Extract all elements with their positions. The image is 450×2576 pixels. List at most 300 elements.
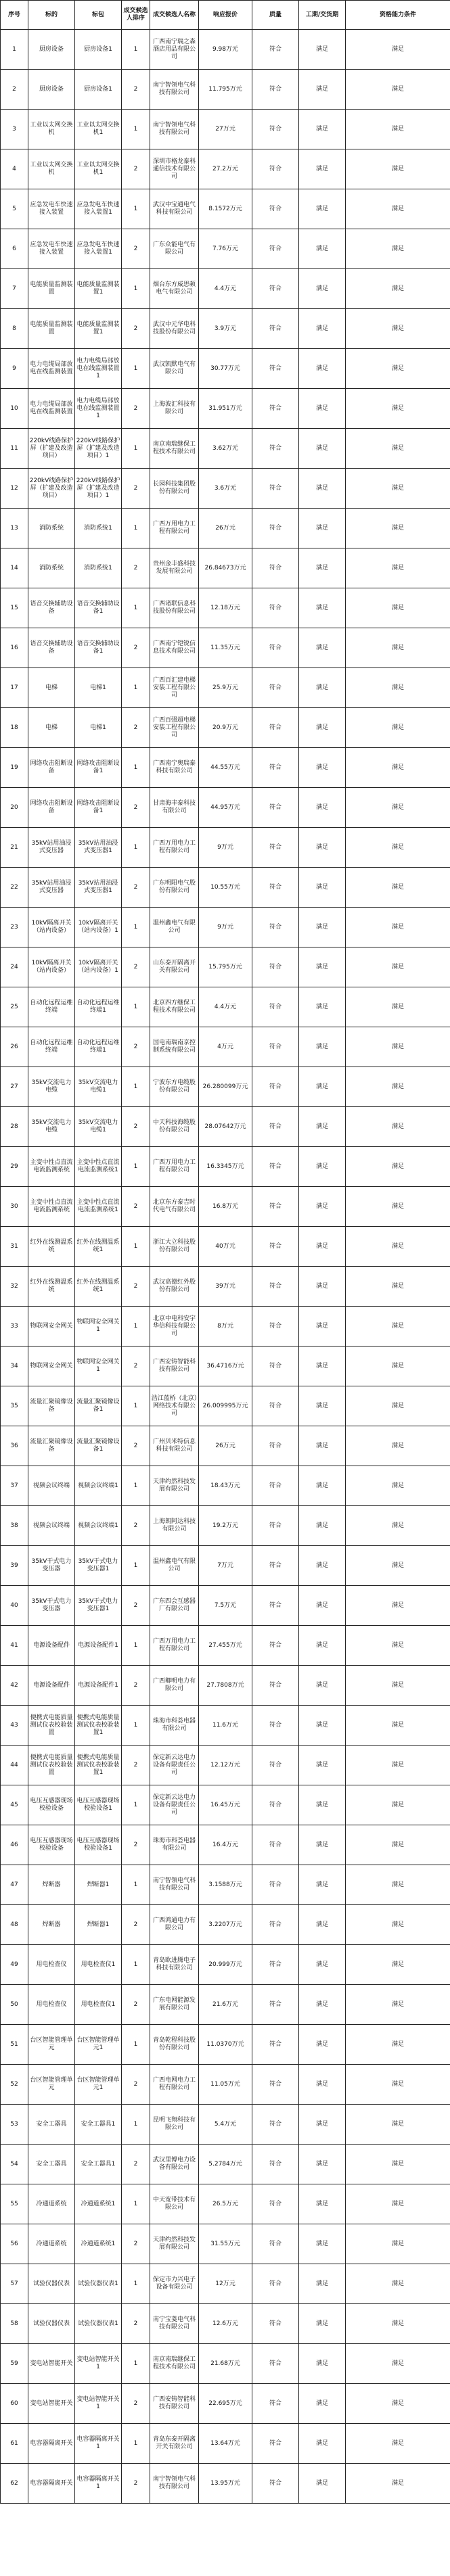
table-cell: 满足 (346, 509, 450, 548)
table-cell: 220kV线路保护屏（扩建及改造项目） (28, 469, 75, 509)
table-cell: 1 (122, 1626, 150, 1666)
table-cell: 27 (1, 1067, 28, 1107)
table-row (1, 1945, 450, 1985)
table-cell: 满足 (299, 1227, 346, 1267)
table-cell: 符合 (252, 548, 299, 588)
table-cell: 浙江大立科技股份有限公司 (150, 1227, 199, 1267)
table-cell: 39 (1, 1546, 28, 1586)
table-row (1, 1466, 450, 1506)
table-cell: 南宁智领电气科技有限公司 (150, 110, 199, 149)
table-cell: 满足 (346, 1307, 450, 1346)
table-cell: 符合 (252, 1067, 299, 1107)
table-cell: 满足 (299, 1626, 346, 1666)
table-cell: 符合 (252, 1945, 299, 1985)
table-cell: 昆明飞翔科技有限公司 (150, 2105, 199, 2145)
table-cell: 满足 (346, 30, 450, 70)
table-cell: 3.9万元 (199, 309, 252, 349)
table-cell: 满足 (346, 349, 450, 389)
table-cell: 45 (1, 1785, 28, 1825)
table-cell: 满足 (299, 309, 346, 349)
table-cell: 符合 (252, 1546, 299, 1586)
table-cell: 视频会议终端 (28, 1506, 75, 1546)
table-cell: 1 (122, 1945, 150, 1985)
table-cell: 满足 (346, 548, 450, 588)
table-cell: 35kV交流电力电缆1 (75, 1067, 122, 1107)
table-cell: 符合 (252, 2224, 299, 2264)
table-cell: 10kV隔离开关（站内设备） (28, 908, 75, 947)
table-cell: 61 (1, 2424, 28, 2464)
table-cell: 焊断器1 (75, 1905, 122, 1945)
table-cell: 58 (1, 2304, 28, 2344)
table-row (1, 269, 450, 309)
table-cell: 试验仪器仪表1 (75, 2264, 122, 2304)
table-cell: 电容器隔离开关1 (75, 2424, 122, 2464)
table-cell: 50 (1, 1985, 28, 2025)
table-cell: 安全工器具1 (75, 2105, 122, 2145)
table-cell: 满足 (346, 1905, 450, 1945)
table-cell: 220kV线路保护屏（扩建及改造项目）1 (75, 469, 122, 509)
table-cell: 35kV交流电力电缆1 (75, 1107, 122, 1147)
table-cell: 满足 (346, 588, 450, 628)
table-cell: 满足 (299, 828, 346, 868)
table-cell: 2 (122, 469, 150, 509)
table-cell: 53 (1, 2105, 28, 2145)
table-cell: 满足 (346, 1386, 450, 1426)
table-cell: 满足 (346, 1107, 450, 1147)
table-cell: 红外在线测温系统1 (75, 1267, 122, 1307)
table-cell: 14 (1, 548, 28, 588)
table-body (1, 30, 450, 2504)
table-cell: 焊断器 (28, 1905, 75, 1945)
table-cell: 符合 (252, 2304, 299, 2344)
table-cell: 49 (1, 1945, 28, 1985)
table-cell: 安全工器具1 (75, 2145, 122, 2184)
table-cell: 满足 (299, 469, 346, 509)
table-cell: 满足 (299, 788, 346, 828)
table-cell: 满足 (346, 429, 450, 469)
table-cell: 13.64万元 (199, 2424, 252, 2464)
table-cell: 广西百汇建电梯安装工程有限公司 (150, 668, 199, 708)
table-cell: 满足 (299, 668, 346, 708)
table-cell: 满足 (299, 2025, 346, 2065)
table-cell: 主变中性点直流电流监测系统1 (75, 1147, 122, 1187)
table-row (1, 828, 450, 868)
table-row (1, 2224, 450, 2264)
table-cell: 1 (122, 349, 150, 389)
table-cell: 1 (122, 189, 150, 229)
table-cell: 1 (122, 269, 150, 309)
table-row (1, 2184, 450, 2224)
table-cell: 1 (122, 2025, 150, 2065)
table-cell: 便携式电能质量测试仪表校验装置 (28, 1746, 75, 1785)
table-cell: 2 (122, 1746, 150, 1785)
table-cell: 11.35万元 (199, 628, 252, 668)
table-cell: 焊断器1 (75, 1865, 122, 1905)
table-cell: 满足 (346, 2224, 450, 2264)
table-cell: 5 (1, 189, 28, 229)
table-row (1, 349, 450, 389)
table-cell: 电容器隔离开关 (28, 2424, 75, 2464)
table-cell: 安全工器具 (28, 2145, 75, 2184)
table-cell: 8万元 (199, 1307, 252, 1346)
table-cell: 符合 (252, 748, 299, 788)
table-cell: 28.07642万元 (199, 1107, 252, 1147)
table-cell: 珠海市科荟电器有限公司 (150, 1706, 199, 1746)
table-cell: 网络攻击阻断设备1 (75, 788, 122, 828)
table-row (1, 2384, 450, 2424)
table-cell: 满足 (299, 1985, 346, 2025)
table-cell: 符合 (252, 628, 299, 668)
table-cell: 符合 (252, 110, 299, 149)
table-cell: 符合 (252, 269, 299, 309)
table-cell: 温州鑫电气有限公司 (150, 1546, 199, 1586)
table-cell: 青岛欧进腾电子科技有限公司 (150, 1945, 199, 1985)
table-cell: 满足 (346, 708, 450, 748)
table-cell: 符合 (252, 908, 299, 947)
table-cell: 1 (122, 2105, 150, 2145)
table-cell: 8.1572万元 (199, 189, 252, 229)
table-cell: 符合 (252, 509, 299, 548)
table-cell: 保定新云达电力设备有限责任公司 (150, 1785, 199, 1825)
table-cell: 20 (1, 788, 28, 828)
table-cell: 满足 (299, 1825, 346, 1865)
table-cell: 满足 (346, 269, 450, 309)
table-cell: 1 (122, 1546, 150, 1586)
table-cell: 符合 (252, 708, 299, 748)
table-row (1, 70, 450, 110)
table-cell: 2 (122, 1346, 150, 1386)
table-cell: 符合 (252, 1426, 299, 1466)
table-cell: 满足 (346, 2304, 450, 2344)
table-cell: 满足 (299, 1945, 346, 1985)
table-cell: 武汉高德红外股份有限公司 (150, 1267, 199, 1307)
table-cell: 满足 (299, 1067, 346, 1107)
table-cell: 21.68万元 (199, 2344, 252, 2384)
table-cell: 武汉凯默电气有限公司 (150, 349, 199, 389)
table-cell: 符合 (252, 2065, 299, 2105)
table-cell: 38 (1, 1506, 28, 1546)
table-cell: 语音交换辅助设备 (28, 628, 75, 668)
table-cell: 电源设备配件 (28, 1626, 75, 1666)
table-cell: 符合 (252, 1865, 299, 1905)
table-cell: 主变中性点直流电流监测系统1 (75, 1187, 122, 1227)
table-cell: 电压互感器现场校验设备 (28, 1785, 75, 1825)
table-cell: 保定新云达电力设备有限责任公司 (150, 1746, 199, 1785)
table-cell: 12万元 (199, 2264, 252, 2304)
table-cell: 电梯1 (75, 668, 122, 708)
table-cell: 流量汇聚镜像设备1 (75, 1386, 122, 1426)
table-cell: 南宁宝菱电气科技有限公司 (150, 2304, 199, 2344)
table-row (1, 149, 450, 189)
table-cell: 应急发电车快速接入装置1 (75, 189, 122, 229)
header-cell: 资格能力条件 (346, 1, 450, 30)
table-cell: 满足 (346, 628, 450, 668)
table-cell: 1 (122, 828, 150, 868)
table-cell: 流量汇聚镜像设备 (28, 1426, 75, 1466)
table-cell: 满足 (299, 1027, 346, 1067)
table-cell: 16.45万元 (199, 1785, 252, 1825)
table-cell: 2 (122, 2464, 150, 2504)
table-cell: 35kV站用油浸式变压器 (28, 868, 75, 908)
table-cell: 1 (122, 748, 150, 788)
table-cell: 3.2207万元 (199, 1905, 252, 1945)
table-cell: 符合 (252, 1586, 299, 1626)
table-cell: 2 (122, 1267, 150, 1307)
table-cell: 电能质量监测装置 (28, 309, 75, 349)
table-cell: 天津约然科技发展有限公司 (150, 1466, 199, 1506)
table-cell: 符合 (252, 788, 299, 828)
table-cell: 满足 (299, 708, 346, 748)
table-cell: 12.18万元 (199, 588, 252, 628)
table-cell: 1 (122, 30, 150, 70)
table-row (1, 908, 450, 947)
table-cell: 消防系统1 (75, 548, 122, 588)
table-cell: 12.12万元 (199, 1746, 252, 1785)
table-cell: 南宁智领电气科技有限公司 (150, 70, 199, 110)
table-cell: 55 (1, 2184, 28, 2224)
table-row (1, 708, 450, 748)
table-row (1, 189, 450, 229)
table-cell: 1 (122, 1785, 150, 1825)
header-cell: 质量 (252, 1, 299, 30)
table-cell: 满足 (346, 149, 450, 189)
table-row (1, 110, 450, 149)
table-cell: 物联网安全网关1 (75, 1307, 122, 1346)
table-cell: 符合 (252, 1985, 299, 2025)
table-cell: 17 (1, 668, 28, 708)
table-cell: 3.6万元 (199, 469, 252, 509)
table-cell: 满足 (346, 1706, 450, 1746)
table-cell: 13.95万元 (199, 2464, 252, 2504)
table-cell: 2 (122, 788, 150, 828)
table-cell: 满足 (299, 149, 346, 189)
table-cell: 台区智能管理单元1 (75, 2065, 122, 2105)
table-cell: 满足 (346, 70, 450, 110)
table-cell: 16.3345万元 (199, 1147, 252, 1187)
table-cell: 语音交换辅助设备1 (75, 588, 122, 628)
table-cell: 武汉中元华电科技股份有限公司 (150, 309, 199, 349)
table-cell: 符合 (252, 2264, 299, 2304)
table-cell: 浩江蓝桥（北京）网络技术有限公司 (150, 1386, 199, 1426)
table-cell: 符合 (252, 2105, 299, 2145)
table-row (1, 2304, 450, 2344)
table-cell: 满足 (346, 1865, 450, 1905)
table-cell: 变电站智能开关1 (75, 2344, 122, 2384)
table-cell: 满足 (346, 1346, 450, 1386)
table-cell: 25 (1, 987, 28, 1027)
table-row (1, 1267, 450, 1307)
table-cell: 3.62万元 (199, 429, 252, 469)
table-cell: 2 (122, 309, 150, 349)
table-cell: 36.4716万元 (199, 1346, 252, 1386)
table-cell: 2 (122, 1825, 150, 1865)
table-cell: 电力电缆局部放电在线监测装置 (28, 349, 75, 389)
table-cell: 26 (1, 1027, 28, 1067)
table-cell: 满足 (346, 1626, 450, 1666)
table-cell: 用电检查仪 (28, 1945, 75, 1985)
table-cell: 视频会议终端1 (75, 1466, 122, 1506)
table-cell: 中天宽带技术有限公司 (150, 2184, 199, 2224)
table-cell: 符合 (252, 1027, 299, 1067)
table-cell: 电梯 (28, 708, 75, 748)
table-cell: 物联网安全网关 (28, 1307, 75, 1346)
table-cell: 符合 (252, 1147, 299, 1187)
table-cell: 2 (122, 2304, 150, 2344)
table-cell: 中天科技海缆股份有限公司 (150, 1107, 199, 1147)
table-cell: 满足 (299, 1307, 346, 1346)
table-cell: 1 (122, 1386, 150, 1426)
table-cell: 满足 (346, 828, 450, 868)
table-cell: 便携式电能质量测试仪表校验装置1 (75, 1706, 122, 1746)
table-row (1, 2344, 450, 2384)
table-cell: 3.1588万元 (199, 1865, 252, 1905)
table-cell: 便携式电能质量测试仪表校验装置1 (75, 1746, 122, 1785)
table-row (1, 429, 450, 469)
table-row (1, 1227, 450, 1267)
table-cell: 11.0370万元 (199, 2025, 252, 2065)
table-cell: 符合 (252, 947, 299, 987)
table-row (1, 389, 450, 429)
table-cell: 自动化远程运维终端 (28, 1027, 75, 1067)
table-row (1, 1307, 450, 1346)
table-cell: 符合 (252, 30, 299, 70)
table-cell: 广西万用电力工程有限公司 (150, 1626, 199, 1666)
table-cell: 台区智能管理单元 (28, 2065, 75, 2105)
table-cell: 满足 (346, 1666, 450, 1706)
table-cell: 满足 (299, 1346, 346, 1386)
table-cell: 满足 (299, 1466, 346, 1506)
table-cell: 试验仪器仪表1 (75, 2304, 122, 2344)
table-cell: 上海波汇科技有限公司 (150, 389, 199, 429)
table-cell: 贵州金丰盛科技发展有限公司 (150, 548, 199, 588)
table-cell: 青岛乾程科技股份有限公司 (150, 2025, 199, 2065)
table-cell: 广东众能电气有限公司 (150, 229, 199, 269)
table-cell: 22.695万元 (199, 2384, 252, 2424)
table-cell: 满足 (299, 2105, 346, 2145)
table-cell: 广西鸿通电力有限公司 (150, 1905, 199, 1945)
table-cell: 满足 (299, 748, 346, 788)
table-cell: 18 (1, 708, 28, 748)
table-cell: 电能质量监测装置1 (75, 309, 122, 349)
table-cell: 21.6万元 (199, 1985, 252, 2025)
table-cell: 34 (1, 1346, 28, 1386)
header-cell: 标的 (28, 1, 75, 30)
table-cell: 广东明阳电气股份有限公司 (150, 868, 199, 908)
table-cell: 满足 (299, 2224, 346, 2264)
table-cell: 满足 (346, 469, 450, 509)
table-cell: 符合 (252, 828, 299, 868)
table-cell: 4万元 (199, 1027, 252, 1067)
table-cell: 物联网安全网关 (28, 1346, 75, 1386)
table-cell: 冷通道系统 (28, 2224, 75, 2264)
table-row (1, 469, 450, 509)
table-cell: 35 (1, 1386, 28, 1426)
table-cell: 满足 (346, 908, 450, 947)
table-cell: 试验仪器仪表 (28, 2264, 75, 2304)
table-cell: 满足 (346, 1227, 450, 1267)
table-cell: 符合 (252, 389, 299, 429)
table-cell: 符合 (252, 229, 299, 269)
table-cell: 符合 (252, 2424, 299, 2464)
table-cell: 符合 (252, 2384, 299, 2424)
table-cell: 网络攻击阻断设备1 (75, 748, 122, 788)
table-cell: 珠海市科荟电器有限公司 (150, 1825, 199, 1865)
table-cell: 电源设备配件1 (75, 1626, 122, 1666)
table-cell: 满足 (299, 2304, 346, 2344)
table-cell: 台区智能管理单元1 (75, 2025, 122, 2065)
table-cell: 2 (122, 708, 150, 748)
table-cell: 满足 (299, 1706, 346, 1746)
table-row (1, 2264, 450, 2304)
table-cell: 13 (1, 509, 28, 548)
table-cell: 符合 (252, 469, 299, 509)
table-cell: 天津约然科技发展有限公司 (150, 2224, 199, 2264)
table-cell: 武汉里博电力设备有限公司 (150, 2145, 199, 2184)
table-cell: 自动化远程运维终端1 (75, 1027, 122, 1067)
table-cell: 满足 (299, 189, 346, 229)
table-cell: 2 (122, 548, 150, 588)
table-cell: 保定市力兴电子设备有限公司 (150, 2264, 199, 2304)
table-cell: 39万元 (199, 1267, 252, 1307)
table-cell: 电容器隔离开关 (28, 2464, 75, 2504)
table-cell: 满足 (346, 189, 450, 229)
table-cell: 广西百强超电梯安装工程有限公司 (150, 708, 199, 748)
table-cell: 符合 (252, 588, 299, 628)
table-cell: 厨房设备 (28, 30, 75, 70)
table-cell: 21 (1, 828, 28, 868)
table-cell: 满足 (346, 2264, 450, 2304)
table-cell: 满足 (299, 1905, 346, 1945)
table-cell: 11.05万元 (199, 2065, 252, 2105)
table-cell: 温州鑫电气有限公司 (150, 908, 199, 947)
table-cell: 9 (1, 349, 28, 389)
table-cell: 4.4万元 (199, 269, 252, 309)
table-cell: 满足 (299, 30, 346, 70)
table-cell: 广西卿明电力有限公司 (150, 1666, 199, 1706)
table-cell: 流量汇聚镜像设备 (28, 1386, 75, 1426)
table-cell: 符合 (252, 868, 299, 908)
table-cell: 南京南瑞继保工程技术有限公司 (150, 2344, 199, 2384)
table-cell: 符合 (252, 1466, 299, 1506)
table-row (1, 748, 450, 788)
table-row (1, 1107, 450, 1147)
table-cell: 广西安铸智能科技有限公司 (150, 1346, 199, 1386)
table-cell: 1 (122, 588, 150, 628)
table-cell: 满足 (299, 1147, 346, 1187)
table-cell: 26.84673万元 (199, 548, 252, 588)
table-cell: 广西安铸智能科技有限公司 (150, 2384, 199, 2424)
table-cell: 符合 (252, 1706, 299, 1746)
table-row (1, 628, 450, 668)
table-cell: 满足 (346, 868, 450, 908)
table-cell: 符合 (252, 70, 299, 110)
table-cell: 31.55万元 (199, 2224, 252, 2264)
table-cell: 52 (1, 2065, 28, 2105)
table-cell: 2 (122, 2384, 150, 2424)
table-cell: 35kV干式电力变压器 (28, 1546, 75, 1586)
table-cell: 南京南瑞继保工程技术有限公司 (150, 429, 199, 469)
table-cell: 1 (122, 2264, 150, 2304)
table-cell: 满足 (299, 1546, 346, 1586)
table-cell: 8 (1, 309, 28, 349)
table-cell: 35kV交流电力电缆 (28, 1067, 75, 1107)
table-cell: 烟台东方威思顿电气有限公司 (150, 269, 199, 309)
table-cell: 广东电网能源发展有限公司 (150, 1985, 199, 2025)
table-cell: 满足 (299, 908, 346, 947)
table-cell: 满足 (299, 1187, 346, 1227)
table-cell: 北京四方继保工程技术有限公司 (150, 987, 199, 1027)
table-cell: 6 (1, 229, 28, 269)
